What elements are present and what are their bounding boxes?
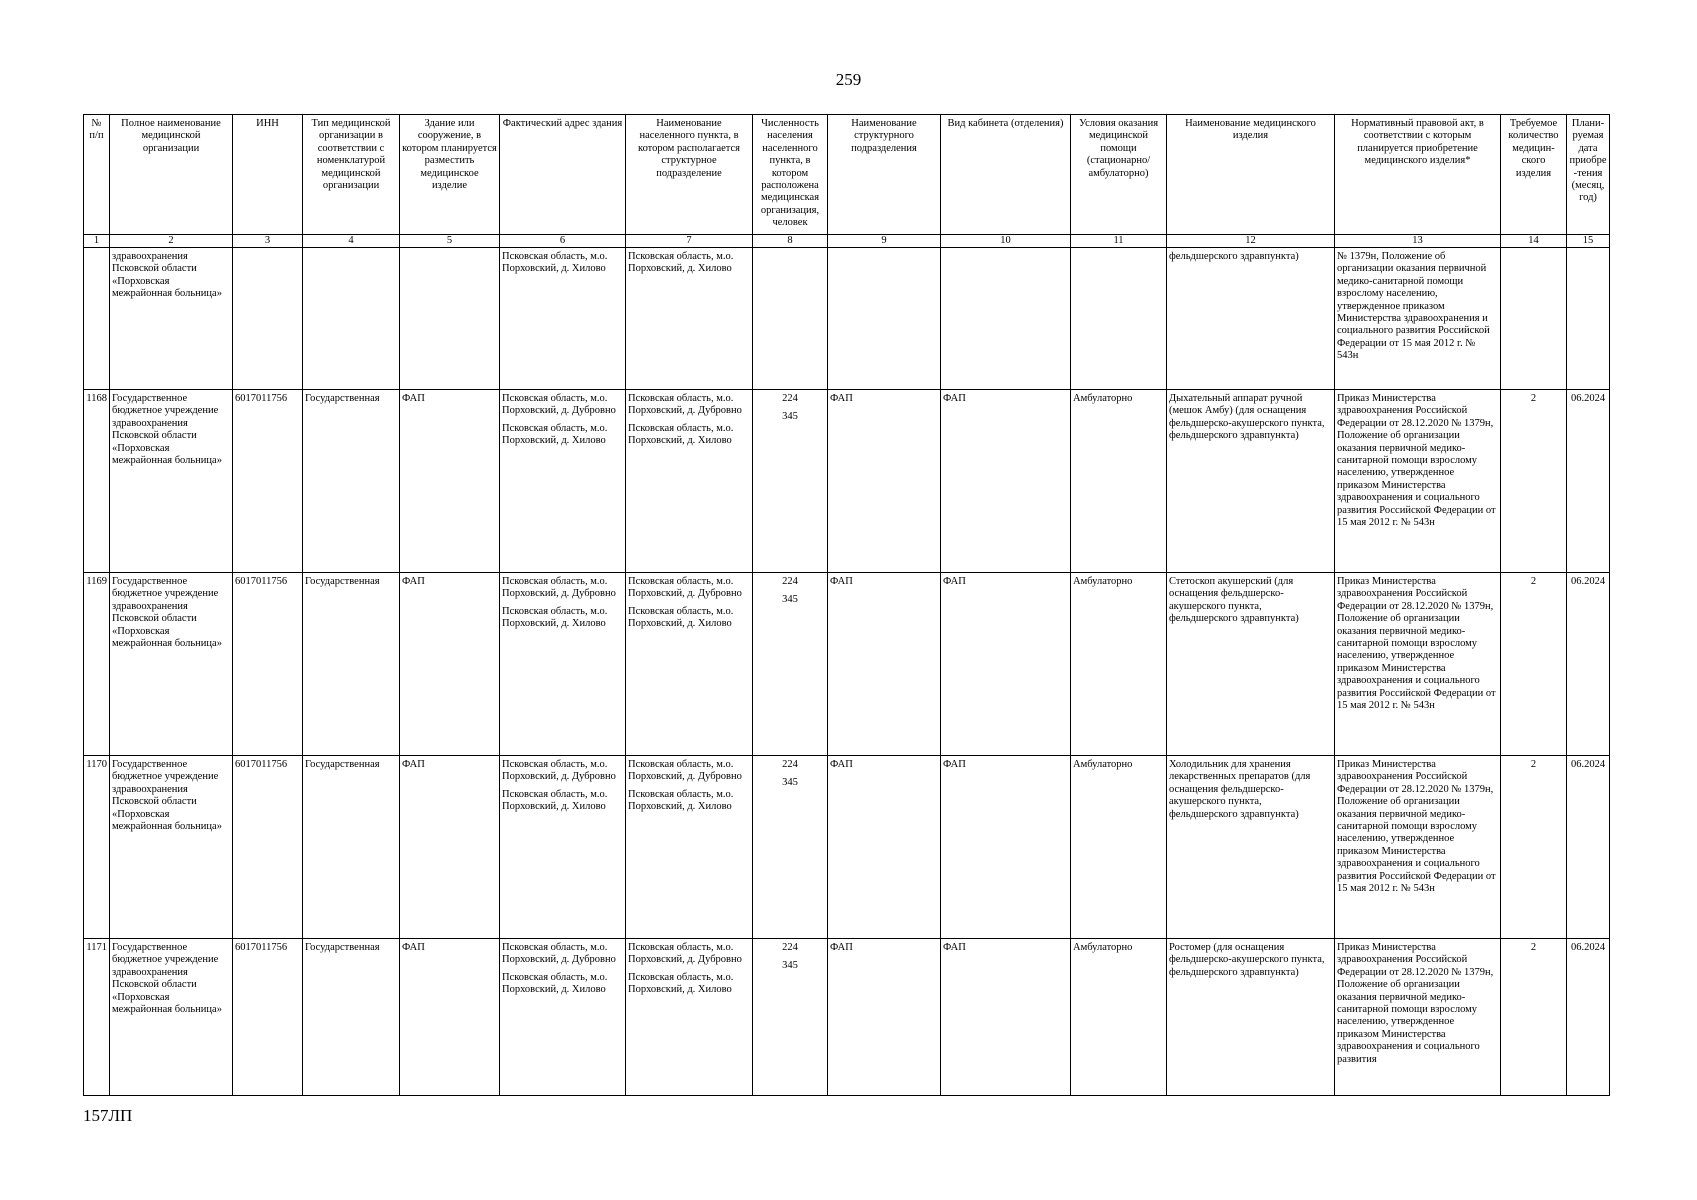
address-cell (500, 390, 626, 573)
settlement-line: Псковская область, м.о. Порховский, д. Хилово (628, 605, 734, 630)
header-cell: Полное наименование медицинской организации (110, 115, 233, 235)
column-number: 3 (233, 235, 303, 248)
address-line: Псковская область, м.о. Порховский, д. Хилово (502, 971, 608, 996)
population-cell (753, 756, 828, 939)
column-number-row (84, 235, 1610, 248)
table-row (84, 756, 1610, 939)
address-cell (500, 573, 626, 756)
header-cell: № п/п (84, 115, 110, 235)
header-cell: Фактический адрес здания (500, 115, 626, 235)
unit-cell: ФАП (828, 573, 941, 756)
org-name-cell: Государственное бюджетное учреждение здравоохранения Псковской области «Порховская межрайонная больница» (110, 390, 233, 573)
quantity-cell: 2 (1501, 939, 1567, 1096)
row-number: 1171 (84, 939, 110, 1096)
date-cell: 06.2024 (1567, 939, 1610, 1096)
org-type-cell: Государственная (303, 390, 400, 573)
column-number: 9 (828, 235, 941, 248)
cabinet-cell: ФАП (941, 756, 1071, 939)
population-value: 224 (782, 576, 798, 587)
column-number: 13 (1335, 235, 1501, 248)
cabinet-cell: ФАП (941, 939, 1071, 1096)
population-value: 224 (782, 942, 798, 953)
org-name-cell: Государственное бюджетное учреждение здравоохранения Псковской области «Порховская межрайонная больница» (110, 756, 233, 939)
inn-cell: 6017011756 (233, 939, 303, 1096)
building-cell: ФАП (400, 390, 500, 573)
header-cell: Наименование населенного пункта, в котором располагается структурное подразделение (626, 115, 753, 235)
column-number: 12 (1167, 235, 1335, 248)
date-cell: 06.2024 (1567, 756, 1610, 939)
cabinet-cell: ФАП (941, 573, 1071, 756)
legal-act-cell: Приказ Министерства здравоохранения Российской Федерации от 28.12.2020 № 1379н, Положение об организации оказания первичной медико-санитарной помощи взрослому населению, утвержденное приказом Министерства здравоохранения и социального развития Российской Федерации от 15 мая 2012 г. № 543н (1335, 390, 1501, 573)
column-number: 14 (1501, 235, 1567, 248)
date-cell: 06.2024 (1567, 573, 1610, 756)
column-number: 6 (500, 235, 626, 248)
column-number: 11 (1071, 235, 1167, 248)
conditions-cell: Амбулаторно (1071, 573, 1167, 756)
legal-act-cell: Приказ Министерства здравоохранения Российской Федерации от 28.12.2020 № 1379н, Положение об организации оказания первичной медико-санитарной помощи взрослому населению, утвержденное приказом Министерства здравоохранения и социального развития Российской Федерации от 15 мая 2012 г. № 543н (1335, 756, 1501, 939)
address-line: Псковская область, м.о. Порховский, д. Дубровно (502, 576, 616, 600)
population-value: 345 (782, 594, 798, 606)
settlement-cell (626, 573, 753, 756)
table-row (84, 573, 1610, 756)
header-cell: ИНН (233, 115, 303, 235)
org-name-cell: Государственное бюджетное учреждение здравоохранения Псковской области «Порховская межрайонная больница» (110, 573, 233, 756)
row-number: 1168 (84, 390, 110, 573)
address-line: Псковская область, м.о. Порховский, д. Дубровно (502, 393, 616, 417)
table-row (84, 939, 1610, 1096)
legal-act-cell: № 1379н, Положение об организации оказания первичной медико-санитарной помощи взрослому населению, утвержденное приказом Министерства здравоохранения и социального развития Российской Федерации от 15 мая 2012 г. № 543н (1335, 248, 1501, 390)
unit-cell: ФАП (828, 939, 941, 1096)
population-value: 224 (782, 759, 798, 770)
conditions-cell: Амбулаторно (1071, 939, 1167, 1096)
population-value: 345 (782, 960, 798, 972)
population-cell (753, 390, 828, 573)
column-number: 7 (626, 235, 753, 248)
unit-cell: ФАП (828, 756, 941, 939)
address-line: Псковская область, м.о. Порховский, д. Дубровно (502, 759, 616, 783)
header-cell: Здание или сооружение, в котором планируется разместить медицинское изделие (400, 115, 500, 235)
inn-cell: 6017011756 (233, 390, 303, 573)
settlement-cell (626, 756, 753, 939)
org-name-cell: Государственное бюджетное учреждение здравоохранения Псковской области «Порховская межрайонная больница» (110, 939, 233, 1096)
conditions-cell: Амбулаторно (1071, 756, 1167, 939)
header-cell: Тип медицинской организации в соответствии с номенклатурой медицинской организации (303, 115, 400, 235)
column-number: 4 (303, 235, 400, 248)
row-number: 1170 (84, 756, 110, 939)
settlement-line: Псковская область, м.о. Порховский, д. Дубровно (628, 576, 742, 600)
cabinet-cell: ФАП (941, 390, 1071, 573)
column-number: 15 (1567, 235, 1610, 248)
header-cell: Условия оказания медицинской помощи (стационарно/ амбулаторно) (1071, 115, 1167, 235)
row-number: 1169 (84, 573, 110, 756)
header-cell: Наименование медицинского изделия (1167, 115, 1335, 235)
date-cell: 06.2024 (1567, 390, 1610, 573)
settlement-line: Псковская область, м.о. Порховский, д. Хилово (628, 971, 734, 996)
quantity-cell: 2 (1501, 390, 1567, 573)
header-cell: Наименование структурного подразделения (828, 115, 941, 235)
column-number: 10 (941, 235, 1071, 248)
table-row (84, 390, 1610, 573)
device-cell: Холодильник для хранения лекарственных препаратов (для оснащения фельдшерско-акушерского пункта, фельдшерского здравпункта) (1167, 756, 1335, 939)
header-cell: Вид кабинета (отделения) (941, 115, 1071, 235)
column-number: 1 (84, 235, 110, 248)
legal-act-cell: Приказ Министерства здравоохранения Российской Федерации от 28.12.2020 № 1379н, Положение об организации оказания первичной медико-санитарной помощи взрослому населению, утвержденное приказом Министерства здравоохранения и социального развития (1335, 939, 1501, 1096)
inn-cell: 6017011756 (233, 756, 303, 939)
settlement-line: Псковская область, м.о. Порховский, д. Хилово (628, 788, 734, 813)
building-cell: ФАП (400, 756, 500, 939)
building-cell: ФАП (400, 939, 500, 1096)
building-cell: ФАП (400, 573, 500, 756)
equipment-table (83, 114, 1610, 1096)
settlement-line: Псковская область, м.о. Порховский, д. Дубровно (628, 393, 742, 417)
settlement-cell: Псковская область, м.о. Порховский, д. Хилово (626, 248, 753, 390)
settlement-line: Псковская область, м.о. Порховский, д. Дубровно (628, 942, 742, 966)
population-value: 345 (782, 411, 798, 423)
header-row (84, 115, 1610, 235)
population-cell (753, 573, 828, 756)
column-number: 2 (110, 235, 233, 248)
population-value: 224 (782, 393, 798, 404)
address-cell (500, 939, 626, 1096)
org-name-cell: здравоохранения Псковской области «Порховская межрайонная больница» (110, 248, 233, 390)
quantity-cell: 2 (1501, 756, 1567, 939)
device-cell: фельдшерского здравпункта) (1167, 248, 1335, 390)
column-number: 8 (753, 235, 828, 248)
address-cell: Псковская область, м.о. Порховский, д. Хилово (500, 248, 626, 390)
address-line: Псковская область, м.о. Порховский, д. Хилово (502, 422, 608, 447)
settlement-line: Псковская область, м.о. Порховский, д. Хилово (628, 422, 734, 447)
settlement-cell (626, 939, 753, 1096)
org-type-cell: Государственная (303, 573, 400, 756)
device-cell: Стетоскоп акушерский (для оснащения фельдшерско-акушерского пункта, фельдшерского здравпункта) (1167, 573, 1335, 756)
address-cell (500, 756, 626, 939)
conditions-cell: Амбулаторно (1071, 390, 1167, 573)
address-line: Псковская область, м.о. Порховский, д. Хилово (502, 788, 608, 813)
device-cell: Ростомер (для оснащения фельдшерско-акушерского пункта, фельдшерского здравпункта) (1167, 939, 1335, 1096)
settlement-cell (626, 390, 753, 573)
header-cell: Численность населения населенного пункта, в котором расположена медицинская организация, человек (753, 115, 828, 235)
legal-act-cell: Приказ Министерства здравоохранения Российской Федерации от 28.12.2020 № 1379н, Положение об организации оказания первичной медико-санитарной помощи взрослому населению, утвержденное приказом Министерства здравоохранения и социального развития Российской Федерации от 15 мая 2012 г. № 543н (1335, 573, 1501, 756)
org-type-cell: Государственная (303, 939, 400, 1096)
header-cell: Нормативный правовой акт, в соответствии с которым планируется приобретение медицинского изделия* (1335, 115, 1501, 235)
device-cell: Дыхательный аппарат ручной (мешок Амбу) (для оснащения фельдшерско-акушерского пункта, фельдшерского здравпункта) (1167, 390, 1335, 573)
address-line: Псковская область, м.о. Порховский, д. Хилово (502, 605, 608, 630)
continuation-row (84, 248, 1610, 390)
document-code: 157ЛП (83, 1106, 133, 1125)
inn-cell: 6017011756 (233, 573, 303, 756)
header-cell: Требуемое количество медицин-ского изделия (1501, 115, 1567, 235)
population-value: 345 (782, 777, 798, 789)
population-cell (753, 939, 828, 1096)
header-cell: Плани-руемая дата приобре-тения (месяц, год) (1567, 115, 1610, 235)
column-number: 5 (400, 235, 500, 248)
unit-cell: ФАП (828, 390, 941, 573)
settlement-line: Псковская область, м.о. Порховский, д. Дубровно (628, 759, 742, 783)
org-type-cell: Государственная (303, 756, 400, 939)
page-number: 259 (835, 70, 862, 89)
address-line: Псковская область, м.о. Порховский, д. Дубровно (502, 942, 616, 966)
quantity-cell: 2 (1501, 573, 1567, 756)
